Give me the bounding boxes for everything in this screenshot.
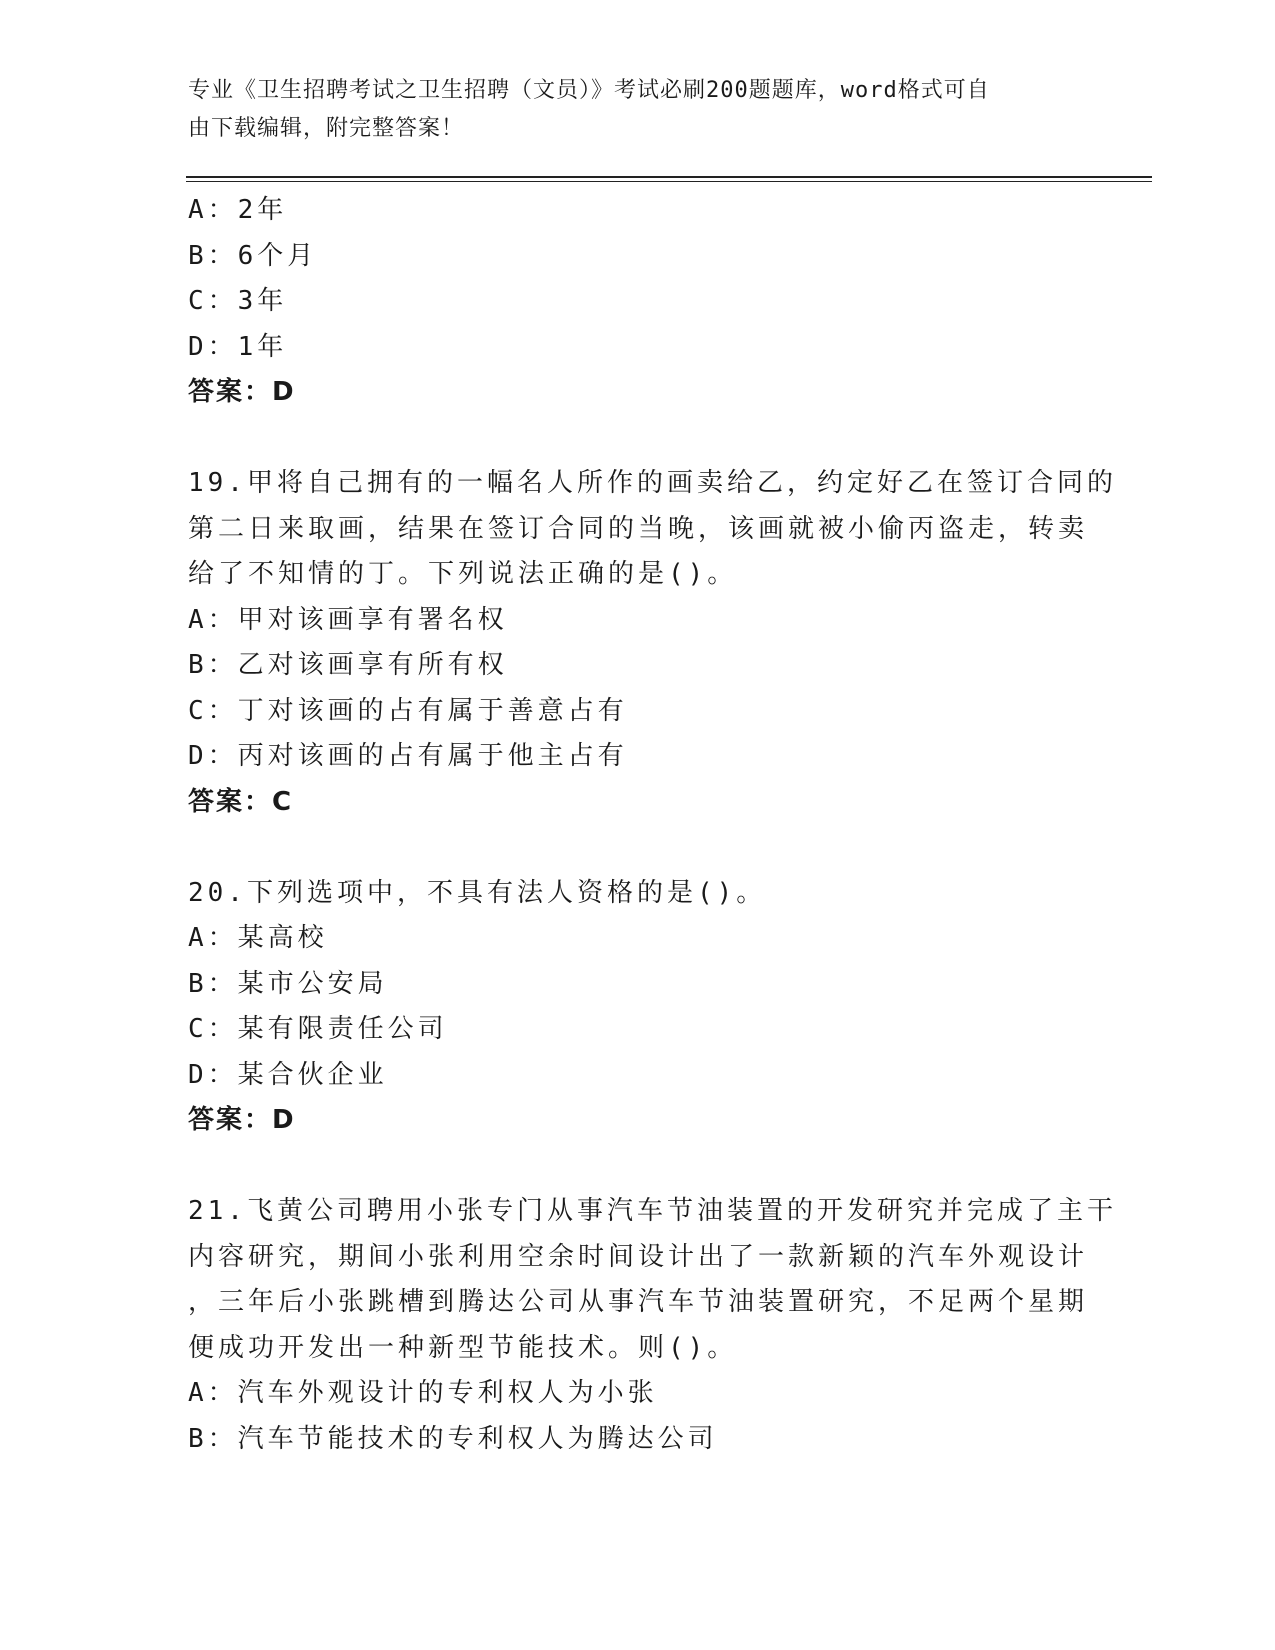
spacer	[188, 825, 1088, 871]
spacer	[188, 1144, 1088, 1190]
document-header	[188, 72, 1068, 148]
question-18	[188, 188, 1088, 416]
option-c: C：某有限责任公司	[188, 1014, 448, 1044]
question-stem-line: 给了不知情的丁。下列说法正确的是()。	[188, 559, 738, 589]
question-stem-line: 内容研究，期间小张利用空余时间设计出了一款新颖的汽车外观设计	[188, 1241, 1089, 1272]
question-stem-line: ，三年后小张跳槽到腾达公司从事汽车节油装置研究，不足两个星期	[188, 1287, 1089, 1317]
option-a: A：甲对该画享有署名权	[188, 604, 508, 635]
question-19	[188, 461, 1117, 825]
option-b: B：汽车节能技术的专利权人为腾达公司	[188, 1423, 718, 1454]
spacer	[188, 416, 1088, 462]
question-stem-line: 21.飞黄公司聘用小张专门从事汽车节油装置的开发研究并完成了主干	[188, 1196, 1117, 1226]
question-20	[188, 871, 1088, 1144]
question-stem-line: 便成功开发出一种新型节能技术。则()。	[188, 1332, 738, 1363]
question-stem-line: 第二日来取画，结果在签订合同的当晚，该画就被小偷丙盗走，转卖	[188, 513, 1089, 544]
header-divider	[186, 176, 1152, 182]
option-b: B：某市公安局	[188, 968, 388, 999]
question-stem-line: 19.甲将自己拥有的一幅名人所作的画卖给乙，约定好乙在签订合同的	[188, 468, 1117, 498]
header-title-line-1: 专业《卫生招聘考试之卫生招聘（文员）》考试必刷200题题库，word格式可自	[188, 78, 990, 103]
header-title-line-2: 由下载编辑，附完整答案！	[188, 116, 465, 141]
option-a: A：汽车外观设计的专利权人为小张	[188, 1378, 658, 1408]
question-21	[188, 1189, 1117, 1462]
answer-line: 答案：C	[188, 786, 294, 817]
option-a: A：某高校	[188, 923, 328, 953]
option-b: B：乙对该画享有所有权	[188, 650, 508, 680]
question-stem-line: 20.下列选项中，不具有法人资格的是()。	[188, 877, 767, 908]
option-b: B：6个月	[188, 240, 318, 271]
answer-line: 答案：D	[188, 1105, 296, 1135]
option-a: A：2年	[188, 195, 288, 225]
option-d: D：某合伙企业	[188, 1059, 388, 1090]
question-list	[188, 188, 1117, 1462]
answer-line: 答案：D	[188, 377, 296, 407]
option-d: D：丙对该画的占有属于他主占有	[188, 741, 628, 771]
option-c: C：3年	[188, 286, 288, 316]
option-c: C：丁对该画的占有属于善意占有	[188, 695, 628, 726]
option-d: D：1年	[188, 331, 288, 362]
